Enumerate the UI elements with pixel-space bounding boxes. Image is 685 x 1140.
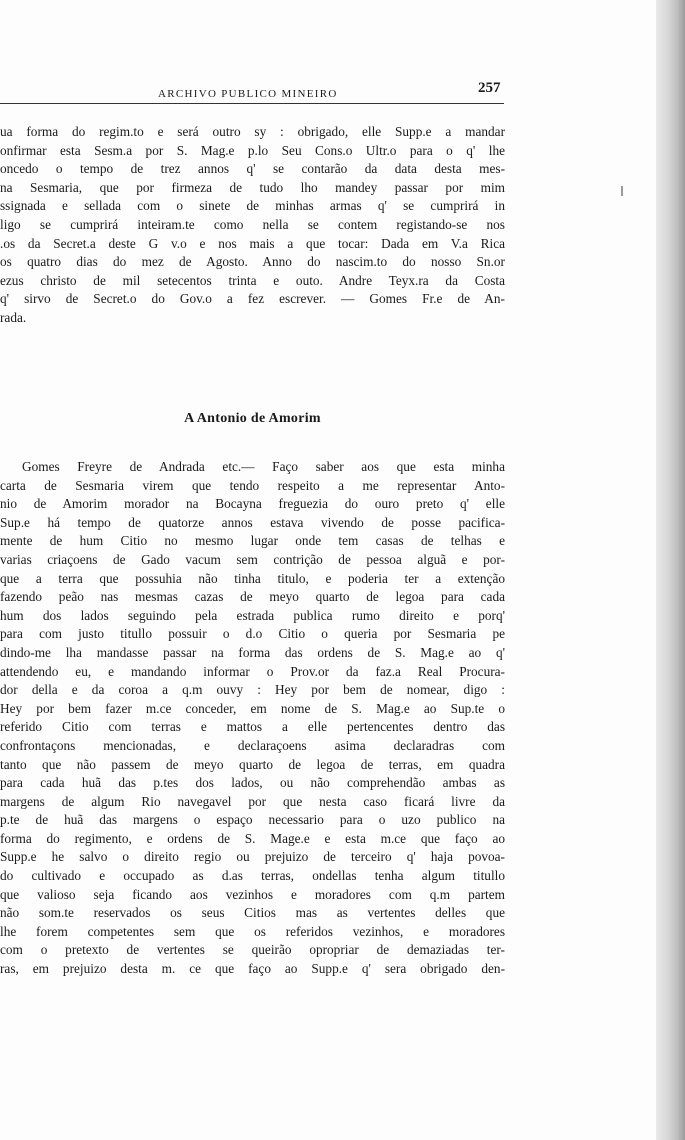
text-line: carta de Sesmaria virem que tendo respeito a me representar Anto- bbox=[0, 477, 505, 493]
text-line: os quatro dias do mez de Agosto. Anno do nascim.to do nosso Sn.or bbox=[0, 254, 505, 270]
margin-mark bbox=[621, 186, 623, 196]
text-line: para cada huã das p.tes dos lados, ou não comprehendão ambas as bbox=[0, 775, 505, 791]
text-line: attendendo eu, e mandando informar o Prov.or da faz.a Real Procura- bbox=[0, 663, 505, 679]
text-line: fazendo peão nas mesmas cazas de meyo quarto de legoa para cada bbox=[0, 589, 505, 605]
running-header bbox=[0, 80, 505, 104]
text-line: forma do regimento, e ordens de S. Mage.e e esta m.ce que faço ao bbox=[0, 830, 505, 846]
text-line: na Sesmaria, que por firmeza de tudo lho mandey passar por mim bbox=[0, 179, 505, 195]
text-line: com o pretexto de vertentes se queirão opropriar de demaziadas ter- bbox=[0, 942, 505, 958]
page-gutter-shadow bbox=[656, 0, 685, 1140]
text-line: nio de Amorim morador na Bocayna freguezia do ouro preto q' elle bbox=[0, 496, 505, 512]
text-line: que valioso seja ficando aos vezinhos e moradores com q.m partem bbox=[0, 886, 505, 902]
text-line: q' sirvo de Secret.o do Gov.o a fez escrever. — Gomes Fr.e de An- bbox=[0, 291, 505, 307]
header-rule bbox=[0, 103, 504, 104]
text-line: ras, em prejuizo desta m. ce que faço ao Supp.e q' sera obrigado den- bbox=[0, 961, 505, 977]
text-line: p.te de huã das margens o espaço necessario para o uzo publico na bbox=[0, 812, 505, 828]
text-line: Hey por bem fazer m.ce conceder, em nome de S. Mag.e ao Sup.te o bbox=[0, 700, 505, 716]
text-line: oncedo o tempo de trez annos q' se contarão da data desta mes- bbox=[0, 161, 505, 177]
running-header-title: ARCHIVO PUBLICO MINEIRO bbox=[158, 88, 338, 100]
text-line: ua forma do regim.to e será outro sy : obrigado, elle Supp.e a mandar bbox=[0, 124, 505, 139]
text-line: confrontaçons mencionadas, e declaraçoens asima declaradras com bbox=[0, 737, 505, 753]
text-line: referido Citio com terras e mattos a elle pertencentes dentro das bbox=[0, 719, 505, 735]
text-line: que a terra que possuhia não tinha titulo, e poderia ter a extenção bbox=[0, 570, 505, 586]
text-line: Supp.e he salvo o direito regio ou prejuizo de terceiro q' haja povoa- bbox=[0, 849, 505, 865]
paragraph-continued bbox=[0, 123, 505, 328]
paragraph-sesmaria bbox=[0, 458, 505, 979]
text-line: .os da Secret.a deste G v.o e nos mais a que tocar: Dada em V.a Rica bbox=[0, 235, 505, 251]
text-line: margens de algum Rio navegavel por que nesta caso ficará livre da bbox=[0, 793, 505, 809]
text-line: onfirmar esta Sesm.a por S. Mag.e p.lo Seu Cons.o Ultr.o para o q' lhe bbox=[0, 142, 505, 158]
page-number: 257 bbox=[478, 80, 501, 96]
text-line: dor della e da coroa a q.m ouvy : Hey por bem de nomear, digo : bbox=[0, 682, 505, 698]
text-line: ligo se cumprirá inteiram.te como nella se contem registando-se nos bbox=[0, 216, 505, 232]
text-line: dindo-me lha mandasse passar na forma das ordens de S. Mag.e ao q' bbox=[0, 644, 505, 660]
text-line: mente de hum Citio no mesmo lugar onde tem casas de telhas e bbox=[0, 533, 505, 549]
text-line: hum dos lados seguindo pela estrada publica rumo direito e porq' bbox=[0, 607, 505, 623]
section-heading: A Antonio de Amorim bbox=[184, 411, 321, 426]
text-line: ezus christo de mil setecentos trinta e outo. Andre Teyx.ra da Costa bbox=[0, 272, 505, 288]
text-line: para com justo titullo possuir o d.o Citio o queria por Sesmaria pe bbox=[0, 626, 505, 642]
text-line: Gomes Freyre de Andrada etc.— Faço saber aos que esta minha bbox=[22, 459, 505, 474]
text-line: Sup.e há tempo de quatorze annos estava vivendo de posse pacifica- bbox=[0, 514, 505, 530]
text-line: lhe forem competentes sem que os referidos vezinhos, e moradores bbox=[0, 923, 505, 939]
text-line: varias criaçoens de Gado vacum sem contrição de pessoa alguã e por- bbox=[0, 551, 505, 567]
text-line: não som.te reservados os seus Citios mas as vertentes delles que bbox=[0, 905, 505, 921]
text-line: ssignada e sellada com o sinete de minhas armas q' se cumprirá in bbox=[0, 198, 505, 214]
text-line: rada. bbox=[0, 309, 27, 325]
text-line: tanto que não passem de meyo quarto de legoa de terras, em quadra bbox=[0, 756, 505, 772]
text-line: do cultivado e occupado as d.as terras, ondellas tenha algum titullo bbox=[0, 868, 505, 884]
